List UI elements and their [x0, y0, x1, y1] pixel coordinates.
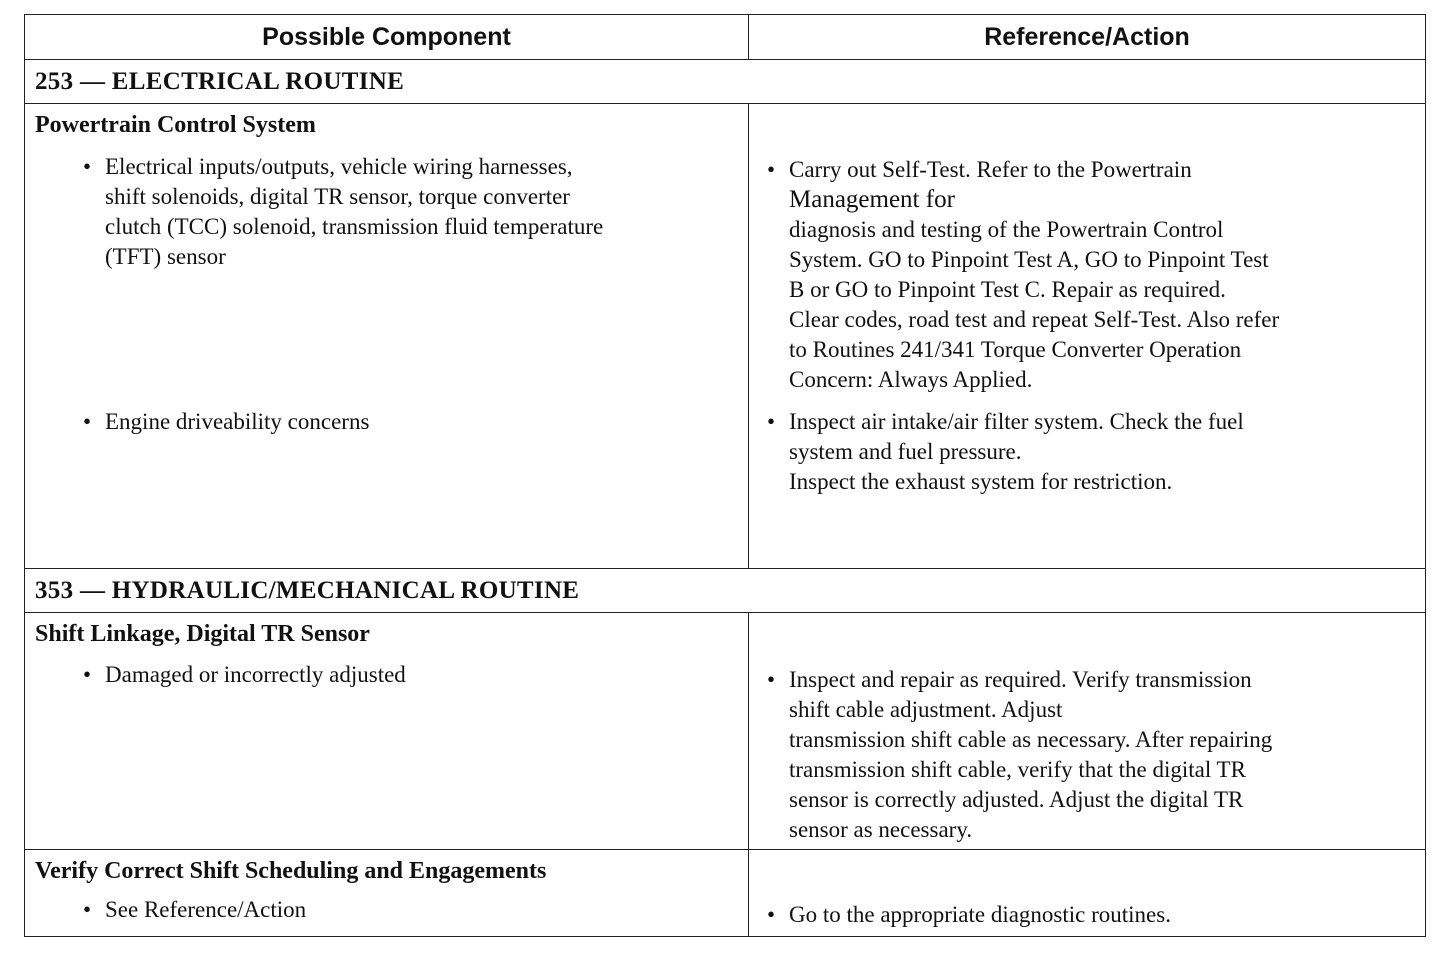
- diagnostic-table: [24, 14, 1426, 937]
- text-line: shift solenoids, digital TR sensor, torque converter: [105, 184, 570, 209]
- action-item: [759, 155, 1415, 395]
- text-line: sensor is correctly adjusted. Adjust the digital TR: [789, 787, 1244, 812]
- text-line: to Routines 241/341 Torque Converter Operation: [789, 337, 1242, 362]
- group-row-shift-linkage: [25, 613, 1425, 850]
- component-item: [35, 660, 738, 690]
- group-title-powertrain-control-system: Powertrain Control System: [35, 112, 316, 138]
- text-line: Inspect and repair as required. Verify transmission: [789, 667, 1252, 692]
- bullet-icon: •: [83, 409, 92, 434]
- action-item: [759, 407, 1415, 497]
- text-line: Clear codes, road test and repeat Self-Test. Also refer: [789, 307, 1280, 332]
- group-title-shift-linkage: Shift Linkage, Digital TR Sensor: [35, 621, 370, 647]
- bullet-icon: •: [83, 154, 92, 179]
- group-title-shift-scheduling: Verify Correct Shift Scheduling and Engagements: [35, 858, 547, 884]
- action-item: [759, 900, 1415, 930]
- text-line: Concern: Always Applied.: [789, 367, 1033, 392]
- bullet-icon: •: [83, 897, 92, 922]
- table-header-row: [25, 15, 1425, 60]
- text-line: clutch (TCC) solenoid, transmission fluid temperature: [105, 214, 604, 239]
- section-hydraulic-mechanical-routine: 353 — HYDRAULIC/MECHANICAL ROUTINE: [25, 569, 1425, 613]
- text-line: diagnosis and testing of the Powertrain Control: [789, 217, 1224, 242]
- bullet-icon: •: [767, 157, 776, 182]
- action-cell: [749, 613, 1425, 849]
- header-reference-action: Reference/Action: [984, 22, 1190, 51]
- bullet-icon: •: [767, 667, 776, 692]
- text-line: Inspect the exhaust system for restriction.: [789, 469, 1173, 494]
- text-line: See Reference/Action: [105, 897, 307, 922]
- component-item: [35, 407, 738, 437]
- bullet-icon: •: [767, 902, 776, 927]
- header-possible-component: Possible Component: [25, 15, 749, 59]
- component-cell: [25, 850, 749, 936]
- text-line: Electrical inputs/outputs, vehicle wiring harnesses,: [105, 154, 573, 179]
- text-line: system and fuel pressure.: [789, 439, 1022, 464]
- component-item: [35, 152, 738, 272]
- text-line: Engine driveability concerns: [105, 409, 370, 434]
- component-cell: [25, 613, 749, 849]
- text-line: sensor as necessary.: [789, 817, 973, 842]
- component-cell: [25, 104, 749, 568]
- section-electrical-routine: 253 — ELECTRICAL ROUTINE: [25, 60, 1425, 104]
- component-item: [35, 895, 738, 925]
- action-cell: [749, 850, 1425, 936]
- text-line: System. GO to Pinpoint Test A, GO to Pinpoint Test: [789, 247, 1269, 272]
- group-row-powertrain-control-system: [25, 104, 1425, 569]
- text-line: Management for: [789, 186, 955, 213]
- text-line: Inspect air intake/air filter system. Check the fuel: [789, 409, 1244, 434]
- text-line: Carry out Self-Test. Refer to the Powertrain: [789, 157, 1192, 182]
- text-line: Go to the appropriate diagnostic routines.: [789, 902, 1171, 927]
- text-line: B or GO to Pinpoint Test C. Repair as required.: [789, 277, 1226, 302]
- bullet-icon: •: [767, 409, 776, 434]
- action-item: [759, 665, 1415, 845]
- text-line: transmission shift cable as necessary. After repairing: [789, 727, 1273, 752]
- text-line: shift cable adjustment. Adjust: [789, 697, 1063, 722]
- bullet-icon: •: [83, 662, 92, 687]
- group-row-shift-scheduling: [25, 850, 1425, 936]
- text-line: Damaged or incorrectly adjusted: [105, 662, 406, 687]
- text-line: (TFT) sensor: [105, 244, 226, 269]
- text-line: transmission shift cable, verify that the digital TR: [789, 757, 1246, 782]
- action-cell: [749, 104, 1425, 568]
